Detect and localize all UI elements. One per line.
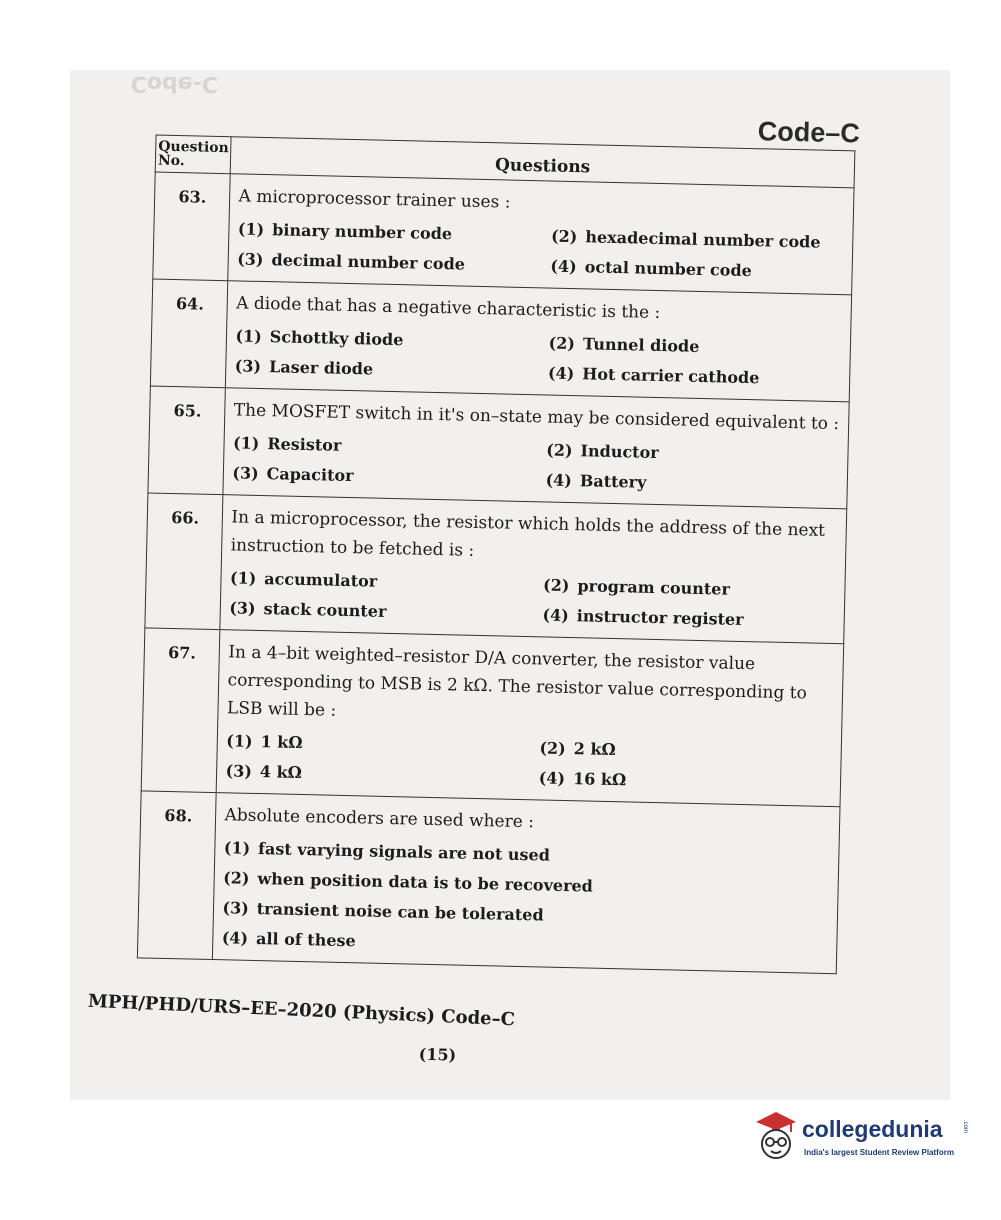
question-number: 66.	[145, 493, 224, 630]
option-number: (1)	[237, 219, 265, 240]
options-list	[237, 218, 845, 284]
options-list	[232, 432, 840, 498]
answer-option	[230, 567, 524, 596]
collegedunia-logo[interactable]	[752, 1108, 972, 1168]
options-list	[225, 730, 833, 796]
option-text: Inductor	[580, 441, 659, 463]
option-number: (2)	[539, 738, 566, 758]
answer-option	[232, 462, 526, 491]
question-number: 67.	[141, 628, 220, 793]
option-text: all of these	[255, 929, 356, 951]
bleed-through-code: Code-C	[130, 70, 219, 97]
header-questions: Questions	[231, 137, 855, 188]
logo-tagline: India's largest Student Review Platform	[804, 1148, 954, 1157]
option-number: (1)	[223, 838, 251, 858]
option-number: (3)	[234, 356, 262, 376]
option-text: Tunnel diode	[582, 334, 700, 356]
option-text: Capacitor	[266, 464, 354, 486]
answer-option	[551, 226, 845, 255]
question-row	[148, 386, 849, 509]
option-text: when position data is to be recovered	[257, 869, 594, 896]
option-text: decimal number code	[271, 250, 466, 274]
answer-option	[222, 897, 829, 933]
question-stem: A diode that has a negative characteristic is the :	[236, 293, 661, 324]
exam-footer: MPH/PHD/URS–EE–2020 (Physics) Code–C	[87, 990, 516, 1031]
answer-option	[235, 325, 529, 354]
option-number: (3)	[229, 598, 256, 618]
question-stem: In a 4–bit weighted–resistor D/A converter, the resistor value corresponding to MSB is 2 kΩ. The resistor value corresponding to LSB will be :	[226, 642, 808, 721]
question-row	[141, 628, 844, 807]
option-text: Resistor	[267, 434, 342, 455]
answer-option	[235, 355, 529, 384]
answer-option	[225, 760, 519, 789]
answer-option	[229, 597, 523, 626]
answer-option	[237, 248, 531, 277]
logo-suffix: .com	[962, 1120, 968, 1134]
option-number: (1)	[229, 568, 257, 588]
question-number: 68.	[137, 791, 216, 960]
option-number: (4)	[542, 605, 569, 626]
answer-option	[539, 737, 833, 766]
question-cell	[220, 495, 846, 644]
option-text: Schottky diode	[269, 327, 404, 350]
option-number: (4)	[221, 928, 249, 948]
option-number: (4)	[545, 470, 573, 491]
option-number: (1)	[226, 731, 253, 751]
options-list	[235, 325, 843, 391]
question-stem: A microprocessor trainer uses :	[238, 186, 511, 213]
question-stem: In a microprocessor, the resistor which holds the address of the next instruction to be fetched is :	[230, 507, 826, 561]
option-text: 4 kΩ	[259, 762, 303, 783]
answer-option	[548, 362, 842, 391]
question-row	[150, 279, 851, 402]
options-list	[222, 837, 831, 963]
answer-option	[224, 837, 831, 873]
option-text: 1 kΩ	[260, 732, 303, 753]
answer-option	[546, 439, 840, 468]
option-text: transient noise can be tolerated	[256, 899, 544, 925]
option-number: (3)	[225, 761, 253, 781]
answer-option	[238, 218, 532, 247]
answer-option	[539, 767, 833, 796]
option-number: (2)	[222, 868, 250, 888]
option-number: (3)	[232, 463, 259, 483]
question-number: 64.	[150, 279, 228, 388]
question-cell	[226, 281, 852, 402]
answer-option	[226, 730, 520, 759]
header-question-no: Question No.	[155, 135, 231, 174]
option-text: Battery	[579, 471, 647, 492]
question-row	[145, 493, 847, 644]
option-text: octal number code	[584, 257, 753, 281]
option-number: (1)	[235, 326, 262, 346]
question-cell	[223, 388, 849, 509]
logo-mascot-icon	[752, 1108, 800, 1164]
option-number: (2)	[546, 440, 573, 461]
option-number: (2)	[542, 575, 570, 596]
question-stem: The MOSFET switch in it's on–state may be considered equivalent to :	[233, 400, 840, 435]
option-text: program counter	[577, 576, 731, 599]
paper-code: Code–C	[757, 116, 861, 149]
questions-table	[137, 135, 856, 975]
question-cell	[213, 793, 840, 974]
option-number: (4)	[547, 363, 575, 384]
option-text: Laser diode	[268, 357, 374, 379]
option-text: 16 kΩ	[572, 769, 627, 790]
answer-option	[543, 574, 837, 603]
option-number: (2)	[548, 333, 576, 354]
option-text: instructor register	[576, 606, 744, 629]
answer-option	[550, 256, 844, 285]
answer-option	[222, 927, 829, 963]
question-stem: Absolute encoders are used where :	[224, 805, 535, 833]
question-number: 65.	[148, 386, 226, 495]
questions-body	[137, 172, 854, 974]
option-number: (3)	[237, 249, 264, 270]
question-row	[137, 791, 840, 974]
option-number: (4)	[538, 768, 566, 788]
option-text: binary number code	[271, 220, 453, 244]
answer-option	[233, 432, 527, 461]
answer-option	[542, 604, 836, 633]
answer-option	[548, 333, 842, 362]
answer-option	[223, 867, 830, 903]
option-text: Hot carrier cathode	[582, 364, 760, 388]
option-text: hexadecimal number code	[585, 227, 821, 252]
option-number: (4)	[550, 256, 577, 277]
logo-name: collegedunia	[802, 1116, 943, 1142]
option-number: (1)	[232, 433, 260, 453]
option-text: 2 kΩ	[573, 739, 616, 760]
option-number: (2)	[550, 226, 578, 247]
option-text: fast varying signals are not used	[257, 839, 551, 865]
question-cell	[217, 630, 844, 807]
question-number: 63.	[153, 172, 231, 281]
question-cell	[228, 174, 854, 295]
option-text: stack counter	[263, 599, 387, 621]
page-number: (15)	[418, 1044, 457, 1065]
option-text: accumulator	[264, 569, 378, 591]
option-number: (3)	[222, 898, 250, 918]
options-list	[229, 567, 837, 633]
question-row	[153, 172, 854, 295]
answer-option	[545, 469, 839, 498]
